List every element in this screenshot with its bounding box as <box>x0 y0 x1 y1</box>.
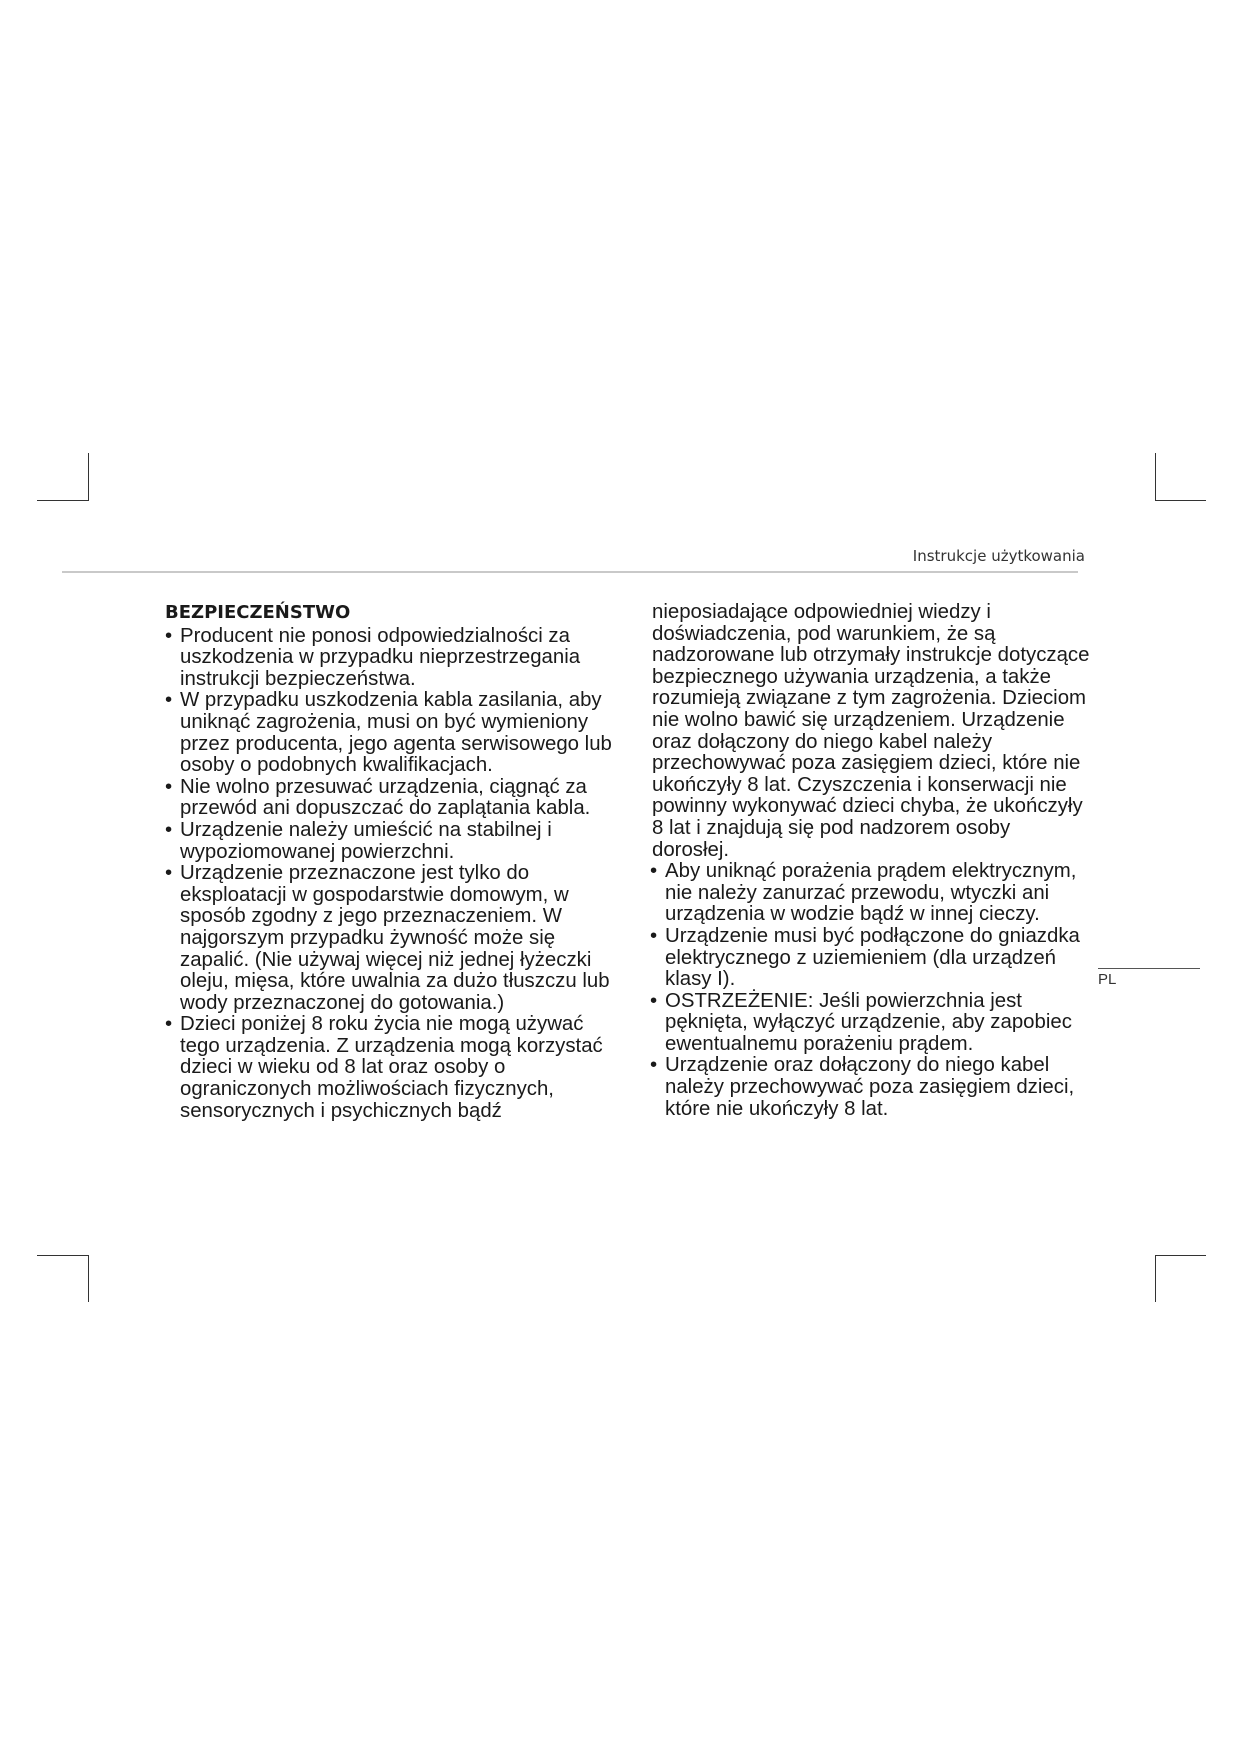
list-item: • Urządzenie przeznaczone jest tylko do eksploatacji w gospodarstwie domowym, w sposób zgodny z jego przeznaczeniem. W najgorszym przypadku żywność może się zapalić. (Nie używaj więcej niż jednej łyżeczki oleju, mięsa, które uwalnia za dużo tłuszczu lub wody przeznaczonej do gotowania.) <box>165 863 625 1014</box>
section-heading: BEZPIECZEŃSTWO <box>165 602 351 623</box>
crop-mark <box>88 453 89 500</box>
list-item: • Nie wolno przesuwać urządzenia, ciągnąć za przewód ani dopuszczać do zaplątania kabla. <box>165 777 625 820</box>
running-header: Instrukcje użytkowania <box>912 547 1085 565</box>
crop-mark <box>1155 453 1156 500</box>
list-item: • Producent nie ponosi odpowiedzialności za uszkodzenia w przypadku nieprzestrzegania instrukcji bezpieczeństwa. <box>165 626 625 691</box>
list-item: • Urządzenie musi być podłączone do gniazdka elektrycznego z uziemieniem (dla urządzeń klasy I). <box>650 926 1090 991</box>
right-column <box>650 602 1090 1120</box>
crop-mark <box>1155 1255 1206 1256</box>
list-item: • W przypadku uszkodzenia kabla zasilania, aby uniknąć zagrożenia, musi on być wymieniony przez producenta, jego agenta serwisowego lub osoby o podobnych kwalifikacjach. <box>165 690 625 776</box>
crop-mark <box>37 500 89 501</box>
list-item: • OSTRZEŻENIE: Jeśli powierzchnia jest pęknięta, wyłączyć urządzenie, aby zapobiec ewentualnemu porażeniu prądem. <box>650 991 1090 1056</box>
list-item: • Dzieci poniżej 8 roku życia nie mogą używać tego urządzenia. Z urządzenia mogą korzystać dzieci w wieku od 8 lat oraz osoby o ograniczonych możliwościach fizycznych, sensorycznych i psychicznych bądź <box>165 1014 625 1122</box>
continued-paragraph: nieposiadające odpowiedniej wiedzy i doświadczenia, pod warunkiem, że są nadzorowane lub otrzymały instrukcje dotyczące bezpiecznego używania urządzenia, a także rozumieją związane z tym zagrożenia. Dzieciom nie wolno bawić się urządzeniem. Urządzenie oraz dołączony do niego kabel należy przechowywać poza zasięgiem dzieci, które nie ukończyły 8 lat. Czyszczenia i konserwacji nie powinny wykonywać dzieci chyba, że ukończyły 8 lat i znajdują się pod nadzorem osoby dorosłej. <box>652 601 1090 861</box>
language-tab: PL <box>1098 971 1117 988</box>
crop-mark <box>37 1255 89 1256</box>
list-item: • Urządzenie należy umieścić na stabilnej i wypoziomowanej powierzchni. <box>165 820 625 863</box>
left-column <box>165 602 625 1122</box>
safety-list-left <box>165 626 625 1123</box>
crop-mark <box>1155 500 1206 501</box>
list-item: • Urządzenie oraz dołączony do niego kabel należy przechowywać poza zasięgiem dzieci, które nie ukończyły 8 lat. <box>650 1055 1090 1120</box>
language-tab-rule <box>1098 968 1200 969</box>
crop-mark <box>1155 1255 1156 1302</box>
crop-mark <box>88 1255 89 1302</box>
safety-list-right <box>650 861 1090 1120</box>
header-rule <box>62 571 1078 573</box>
list-item: • Aby uniknąć porażenia prądem elektrycznym, nie należy zanurzać przewodu, wtyczki ani urządzenia w wodzie bądź w innej cieczy. <box>650 861 1090 926</box>
